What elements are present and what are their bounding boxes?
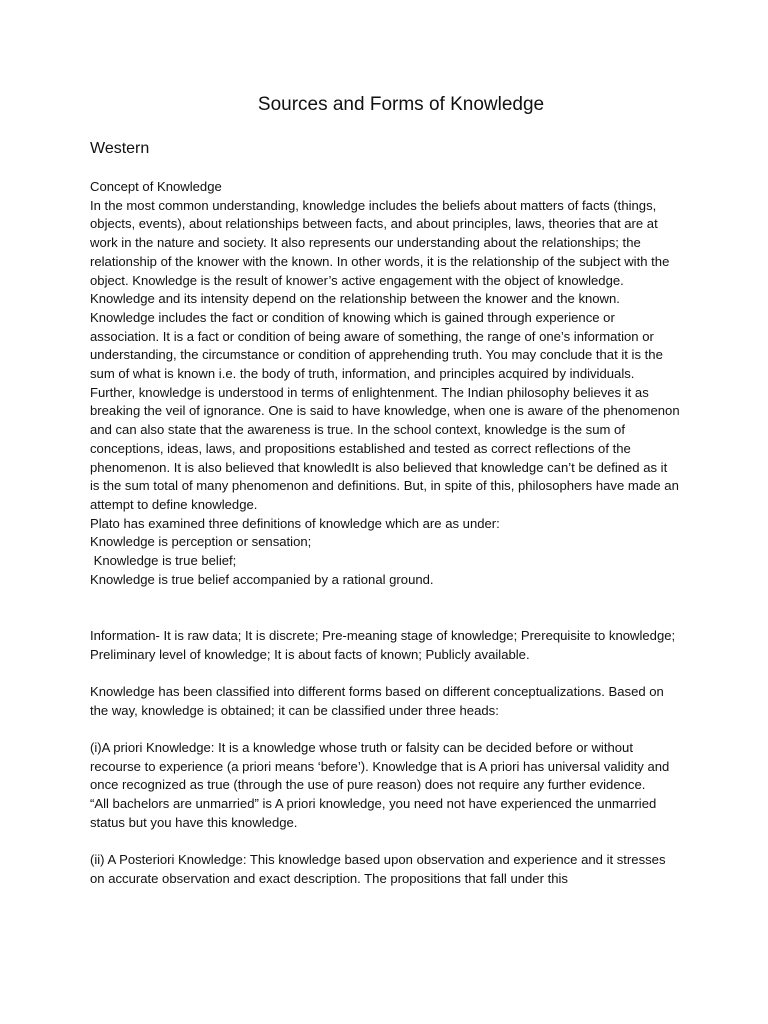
- plato-definition-3: Knowledge is true belief accompanied by a rational ground.: [90, 571, 434, 587]
- paragraph-a-posteriori: (ii) A Posteriori Knowledge: This knowledge based upon observation and experience and it stresses on accurate observation and exact description. The propositions that fall under this: [90, 852, 666, 886]
- paragraph-classification: Knowledge has been classified into different forms based on different conceptualizations. Based on the way, knowledge is obtained; it can be classified under three heads:: [90, 683, 664, 718]
- document-body: [90, 178, 680, 889]
- spacer: [90, 833, 680, 852]
- spacer: [90, 589, 680, 626]
- subheading-concept-of-knowledge: Concept of Knowledge: [90, 179, 222, 194]
- paragraph-information: Information- It is raw data; It is discrete; Pre-meaning stage of knowledge; Prerequisite to knowledge; Preliminary level of knowledge; It is about facts of known; Publicly available.: [90, 627, 676, 662]
- paragraph-concept: In the most common understanding, knowledge includes the beliefs about matters of facts (things, objects, events), about relationships between facts, and about principles, laws, theories that are at work in the nature and society. It also represents our understanding about the relationships; the relationship of the knower with the known. In other words, it is the relationship of the subject with the object. Knowledge is the result of knower’s active engagement with the object of knowledge. Knowledge and its intensity depend on the relationship between the knower and the known. Knowledge includes the fact or condition of knowing which is gained through experience or association. It is a fact or condition of being aware of something, the range of one’s information or understanding, the circumstance or condition of apprehending truth. You may conclude that it is the sum of what is known i.e. the body of truth, information, and principles acquired by individuals. Further, knowledge is understood in terms of enlightenment. The Indian philosophy believes it as breaking the veil of ignorance. One is said to have knowledge, when one is aware of the phenomenon and can also state that the awareness is true. In the school context, knowledge is the sum of conceptions, ideas, laws, and propositions established and tested as correct reflections of the phenomenon. It is also believed that knowledIt is also believed that knowledge can’t be defined as it is the sum total of many phenomenon and definitions. But, in spite of this, philosophers have made an attempt to define knowledge.: [90, 197, 680, 512]
- paragraph-a-priori-example: “All bachelors are unmarried” is A priori knowledge, you need not have experienced the unmarried status but you have this knowledge.: [90, 796, 657, 830]
- spacer: [90, 664, 680, 683]
- plato-definition-2: Knowledge is true belief;: [90, 553, 237, 569]
- document-title: Sources and Forms of Knowledge: [257, 94, 545, 115]
- section-heading: Western: [90, 140, 150, 157]
- spacer: [90, 720, 680, 739]
- paragraph-a-priori: (i)A priori Knowledge: It is a knowledge whose truth or falsity can be decided before or without recourse to experience (a priori means ‘before’). Knowledge that is A priori has universal validity and once recognized as true (through the use of pure reason) does not require any further evidence.: [90, 740, 670, 793]
- plato-definition-1: Knowledge is perception or sensation;: [90, 534, 312, 550]
- paragraph-plato-intro: Plato has examined three definitions of knowledge which are as under:: [90, 515, 500, 531]
